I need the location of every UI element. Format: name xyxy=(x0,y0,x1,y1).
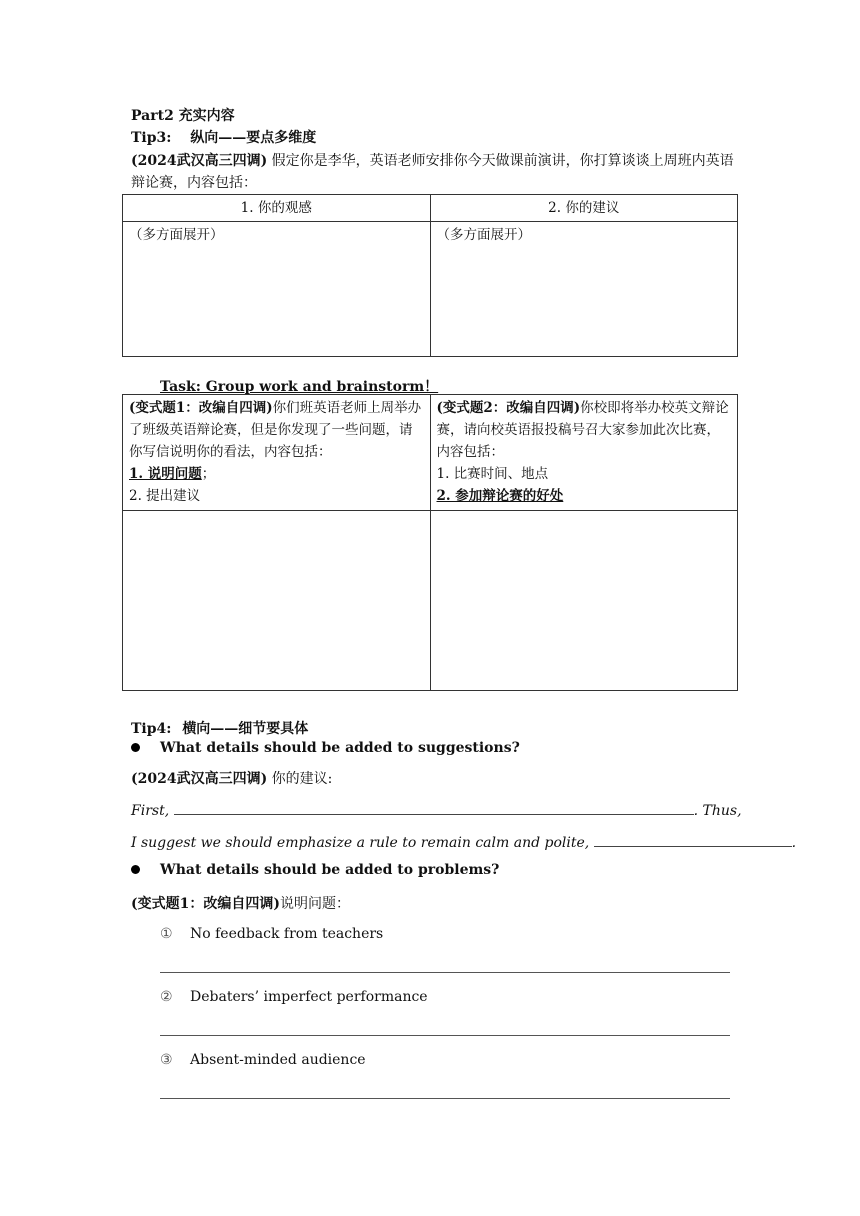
variant1-answer-area[interactable] xyxy=(123,511,431,691)
table1-header-observation: 1. 你的观感 xyxy=(123,195,431,222)
bullet-icon xyxy=(131,865,140,874)
problem-1-text: No feedback from teachers xyxy=(190,926,384,942)
problem-1-number: ① xyxy=(160,926,173,942)
problem-label: 说明问题： xyxy=(280,896,350,912)
variant2-point1: 1. 比赛时间、地点 xyxy=(436,466,549,482)
second-sentence: I suggest we should emphasize a rule to remain calm and polite, xyxy=(131,835,590,851)
intro-paragraph xyxy=(131,150,741,194)
tip3-heading xyxy=(131,128,316,148)
task-heading: Task: Group work and brainstorm！ xyxy=(160,379,439,395)
variant2-point2: 2. 参加辩论赛的好处 xyxy=(436,488,564,504)
suggest-source-line xyxy=(131,768,332,788)
variant2-answer-area[interactable] xyxy=(430,511,738,691)
suggest-label: 你的建议: xyxy=(271,771,333,787)
table-observations-suggestions xyxy=(122,194,738,357)
first-blank[interactable] xyxy=(174,800,694,815)
question-problems xyxy=(131,862,499,878)
problem-2-text: Debaters’ imperfect performance xyxy=(190,989,428,1005)
variant1-text: 你们班英语老师上周举办了班级英语辩论赛，但是你发现了一些问题，请你写信说明你的看法，内容包括： xyxy=(129,400,422,460)
problem-3-number: ③ xyxy=(160,1052,173,1068)
table1-header-suggestion: 2. 你的建议 xyxy=(430,195,738,222)
tip4-heading xyxy=(131,718,308,738)
intro-text: 假定你是李华，英语老师安排你今天做课前演讲，你打算谈谈上周班内英语辩论赛，内容包括： xyxy=(131,153,734,191)
question-problems-text: What details should be added to problems? xyxy=(160,862,500,878)
variant2-text: 你校即将举办校英文辩论赛，请向校英语报投稿号召大家参加此次比赛，内容包括： xyxy=(436,400,729,460)
question-suggestions xyxy=(131,740,520,756)
part-heading: Part2 充实内容 xyxy=(131,108,235,124)
first-sentence-line xyxy=(131,800,742,819)
variant1-source: (变式题1：改编自四调) xyxy=(129,400,273,416)
second-blank[interactable] xyxy=(594,832,792,847)
bullet-icon xyxy=(131,743,140,752)
variant1-point1-suffix: ； xyxy=(201,466,216,482)
variant1-cell xyxy=(123,395,431,511)
problem-item-1 xyxy=(160,926,383,942)
problem-2-number: ② xyxy=(160,989,173,1005)
problem-3-text: Absent-minded audience xyxy=(190,1052,366,1068)
problem-item-3 xyxy=(160,1052,366,1068)
variant1-point1: 1. 说明问题 xyxy=(129,466,202,482)
variant2-source: (变式题2：改编自四调) xyxy=(436,400,581,416)
first-prefix: First, xyxy=(131,803,170,819)
variant2-cell xyxy=(430,395,738,511)
variant1-point2: 2. 提出建议 xyxy=(129,488,201,504)
problem-1-answer-line[interactable] xyxy=(160,972,730,973)
suggest-source: (2024武汉高三四调) xyxy=(131,771,268,787)
question-suggestions-text: What details should be added to suggestions? xyxy=(160,740,520,756)
tip3-label: Tip3: xyxy=(131,130,172,146)
problem-source-line xyxy=(131,893,350,913)
thus-suffix: . Thus, xyxy=(693,803,742,819)
problem-source: (变式题1：改编自四调) xyxy=(131,896,280,912)
problem-item-2 xyxy=(160,989,428,1005)
tip4-label: Tip4: xyxy=(131,721,172,737)
tip3-title: 纵向——要点多维度 xyxy=(190,130,317,146)
table-variant-tasks xyxy=(122,394,738,691)
problem-2-answer-line[interactable] xyxy=(160,1035,730,1036)
problem-3-answer-line[interactable] xyxy=(160,1098,730,1099)
tip4-title: 横向——细节要具体 xyxy=(182,721,309,737)
table1-cell-observation: （多方面展开） xyxy=(123,222,431,357)
intro-source: (2024武汉高三四调) xyxy=(131,153,268,169)
second-sentence-line xyxy=(131,832,796,851)
table1-cell-suggestion: （多方面展开） xyxy=(430,222,738,357)
second-end: . xyxy=(791,835,797,851)
